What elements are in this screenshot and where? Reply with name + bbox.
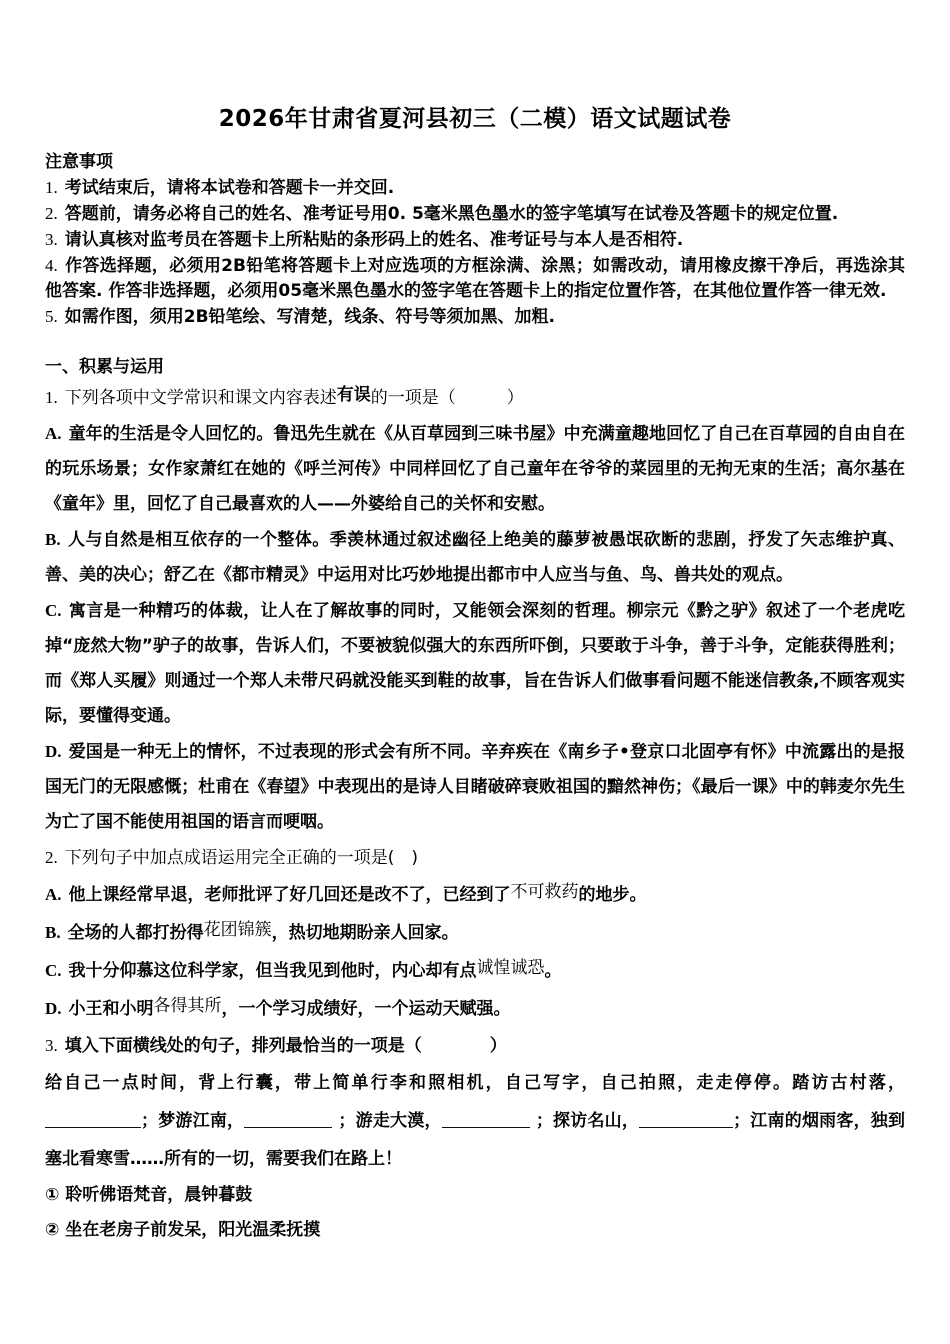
- option-label: B.: [45, 923, 61, 942]
- text-segment: ；江南的烟雨客，独到塞北看寒雪……所有的一切，需要我们在路上！: [45, 1111, 906, 1169]
- emphasized-term: 花团锦簇: [203, 920, 272, 940]
- notice-item: [45, 175, 905, 201]
- option-A: [45, 416, 905, 522]
- notices-section: [45, 150, 905, 330]
- notice-item: [45, 227, 905, 253]
- numbered-sentence: ① 聆听佛语梵音，晨钟暮鼓: [45, 1185, 253, 1205]
- notice-item: [45, 304, 905, 330]
- question-stem: [45, 845, 905, 871]
- text-segment: 我十分仰慕这位科学家，但当我见到他时，内心却有点: [68, 961, 477, 981]
- text-segment: ；梦游江南，: [141, 1111, 245, 1131]
- question-3: [45, 1033, 905, 1248]
- text-segment: 给自己一点时间，背上行囊，带上简单行李和照相机，自己写字，自己拍照，走走停停。踏访古村落，: [45, 1073, 905, 1093]
- notice-number: 1.: [45, 178, 58, 197]
- fill-in-blank: [639, 1115, 733, 1128]
- option-B: [45, 914, 905, 952]
- option-label: A.: [45, 885, 62, 904]
- fill-in-blank: [442, 1115, 530, 1128]
- emphasized-term: 不可救药: [510, 882, 579, 902]
- option-C: [45, 593, 905, 734]
- question-number: 2.: [45, 848, 58, 867]
- notice-text: 作答选择题，必须用2B铅笔将答题卡上对应选项的方框涂满、涂黑；如需改动，请用橡皮擦干净后，再选涂其他答案. 作答非选择题，必须用05毫米黑色墨水的签字笔在答题卡上的指定位置作答，在其他位置作答一律无效.: [45, 256, 905, 301]
- option-label: C.: [45, 961, 62, 980]
- option-C: [45, 952, 905, 990]
- notice-number: 4.: [45, 256, 58, 275]
- option-label: D.: [45, 742, 62, 761]
- text-segment: 下列各项中文学常识和课文内容表述: [64, 388, 337, 408]
- text-segment: 爱国是一种无上的情怀，不过表现的形式会有所不同。辛弃疾在《南乡子•登京口北固亭有怀》中流露出的是报国无门的无限感慨；杜甫在《春望》中表现出的是诗人目睹破碎衰败祖国的黯然神伤；《最后一课》中的韩麦尔先生为亡了国不能使用祖国的语言而哽咽。: [45, 742, 905, 832]
- notice-text: 如需作图，须用2B铅笔绘、写清楚，线条、符号等须加黑、加粗.: [64, 307, 555, 327]
- question-stem: [45, 385, 905, 411]
- text-segment: ，一个学习成绩好，一个运动天赋强。: [221, 999, 511, 1019]
- numbered-sentence: ② 坐在老房子前发呆，阳光温柔抚摸: [45, 1220, 321, 1240]
- notice-number: 3.: [45, 230, 58, 249]
- emphasized-term: 诚惶诚恐: [476, 958, 545, 978]
- text-segment: 的地步。: [578, 885, 647, 905]
- text-segment: 的一项是（ ）: [370, 388, 524, 408]
- text-segment: 他上课经常早退，老师批评了好几回还是改不了，已经到了: [68, 885, 511, 905]
- section-one-heading: 一、积累与运用: [45, 357, 164, 377]
- text-segment: 全场的人都打扮得: [67, 923, 204, 943]
- option-label: A.: [45, 424, 62, 443]
- question-1: [45, 385, 905, 840]
- text-segment: 童年的生活是令人回忆的。鲁迅先生就在《从百草园到三味书屋》中充满童趣地回忆了自己在百草园的自由自在的玩乐场景；女作家萧红在她的《呼兰河传》中同样回忆了自己童年在爷爷的菜园里的无拘无束的生活；高尔基在《童年》里，回忆了自己最喜欢的人——外婆给自己的关怀和安慰。: [45, 424, 905, 514]
- notice-item: [45, 253, 905, 304]
- notice-number: 2.: [45, 204, 58, 223]
- notice-number: 5.: [45, 307, 58, 326]
- emphasized-term: 各得其所: [153, 996, 222, 1016]
- question-number: 1.: [45, 388, 58, 407]
- text-segment: 人与自然是相互依存的一个整体。季羡林通过叙述幽径上绝美的藤萝被愚氓砍断的悲剧，抒发了矢志维护真、善、美的决心；舒乙在《都市精灵》中运用对比巧妙地提出都市中人应当与鱼、鸟、兽共处的观点。: [45, 530, 905, 585]
- text-segment: ，热切地期盼亲人回家。: [271, 923, 459, 943]
- option-D: [45, 734, 905, 840]
- emphasized-term: 有误: [336, 385, 371, 405]
- question-list: [45, 385, 905, 1248]
- notices-heading: 注意事项: [45, 152, 113, 172]
- option-A: [45, 876, 905, 914]
- question-passage: [45, 1064, 905, 1178]
- notice-item: [45, 201, 905, 227]
- question-2: [45, 845, 905, 1028]
- option-label: C.: [45, 601, 62, 620]
- text-segment: 小王和小明: [68, 999, 154, 1019]
- text-segment: 。: [544, 961, 562, 981]
- notice-text: 考试结束后，请将本试卷和答题卡一并交回.: [64, 178, 395, 198]
- fill-in-blank: [244, 1115, 332, 1128]
- question-stem: [45, 1033, 905, 1059]
- text-segment: ；探访名山，: [529, 1111, 640, 1131]
- question-number: 3.: [45, 1036, 58, 1055]
- text-segment: ；游走大漠，: [332, 1111, 442, 1131]
- notice-list: [45, 175, 905, 330]
- text-segment: 下列句子中加点成语运用完全正确的一项是( ): [64, 848, 419, 868]
- option-label: D.: [45, 999, 62, 1018]
- text-segment: 寓言是一种精巧的体裁，让人在了解故事的同时，又能领会深刻的哲理。柳宗元《黔之驴》叙述了一个老虎吃掉“庞然大物”驴子的故事，告诉人们，不要被貌似强大的东西所吓倒，只要敢于斗争，善于斗争，定能获得胜利；而《郑人买履》则通过一个郑人未带尺码就没能买到鞋的故事，旨在告诉人们做事看问题不能迷信教条,不顾客观实际，要懂得变通。: [45, 601, 905, 726]
- option-B: [45, 522, 905, 593]
- option-label: B.: [45, 530, 61, 549]
- text-segment: 填入下面横线处的句子，排列最恰当的一项是（ ）: [64, 1036, 507, 1056]
- option-D: [45, 990, 905, 1028]
- page-title: 2026年甘肃省夏河县初三（二模）语文试题试卷: [218, 106, 732, 132]
- fill-in-blank: [45, 1115, 141, 1128]
- notice-text: 答题前，请务必将自己的姓名、准考证号用0. 5毫米黑色墨水的签字笔填写在试卷及答题卡的规定位置.: [64, 204, 839, 224]
- notice-text: 请认真核对监考员在答题卡上所粘贴的条形码上的姓名、准考证号与本人是否相符.: [64, 230, 684, 250]
